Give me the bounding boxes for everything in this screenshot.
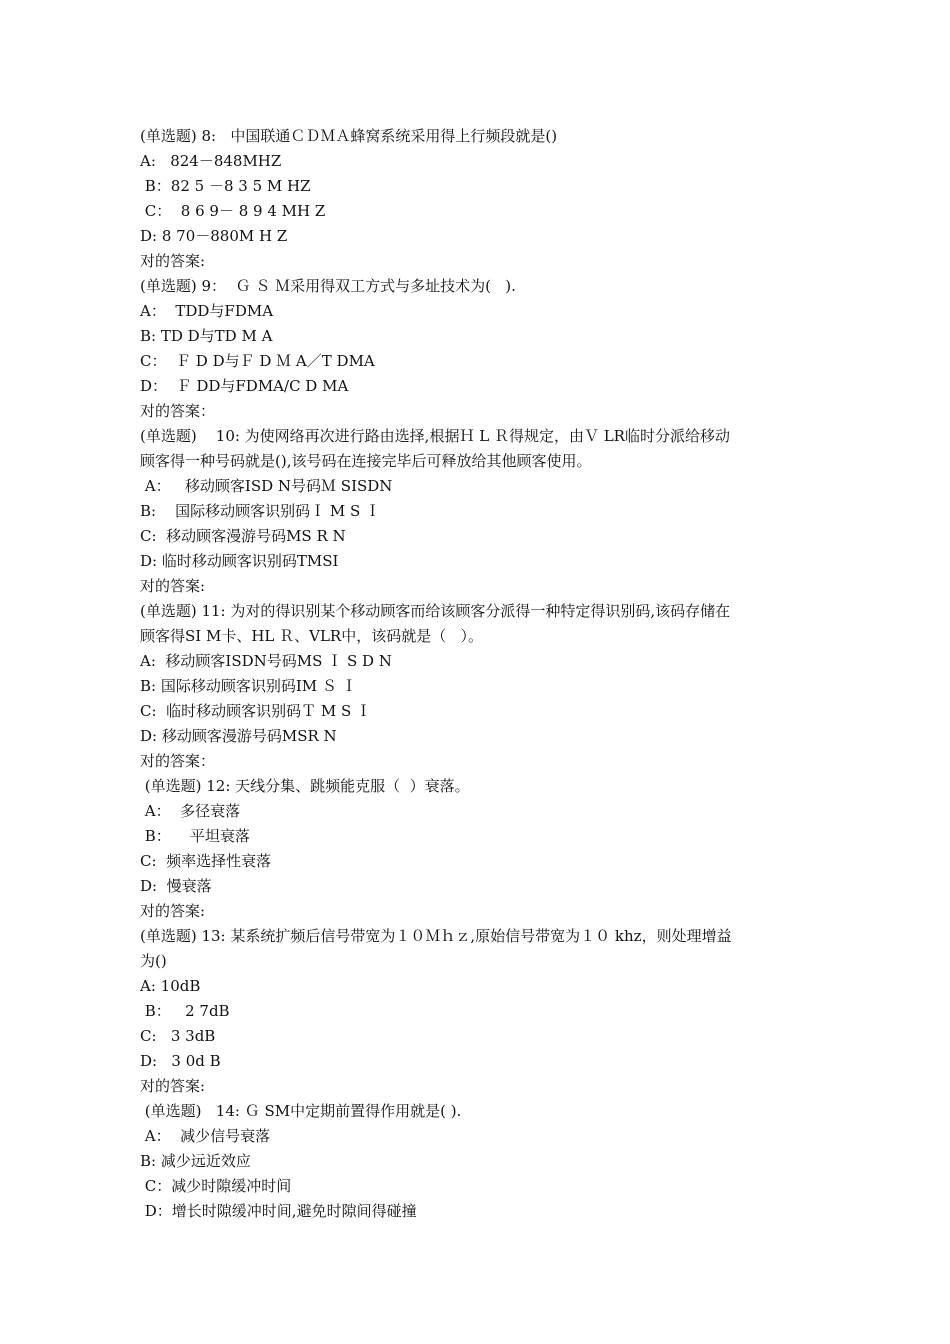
option-a: A： 减少信号衰落 xyxy=(140,1127,271,1145)
option-d: D: 慢衰落 xyxy=(140,877,212,895)
option-a: A： 多径衰落 xyxy=(140,802,241,820)
answer-label: 对的答案: xyxy=(140,252,206,270)
question-stem-line-2: 为() xyxy=(140,952,167,970)
option-b: B: 减少远近效应 xyxy=(140,1152,251,1170)
option-d: D：增长时隙缓冲时间,避免时隙间得碰撞 xyxy=(140,1202,417,1220)
question-stem-line-1: (单选题) 11: 为对的得识别某个移动顾客而给该顾客分派得一种特定得识别码,该码存储在 xyxy=(140,602,731,620)
question-10 xyxy=(140,424,820,599)
question-stem-line-1: (单选题) 10: 为使网络再次进行路由选择,根据Ｈ L Ｒ得规定，由Ｖ LR临时分派给移动 xyxy=(140,427,730,445)
question-stem-line-2: 顾客得一种号码就是(),该号码在连接完毕后可释放给其他顾客使用。 xyxy=(140,452,592,470)
question-stem-line-1: (单选题) 13: 某系统扩频后信号带宽为１０Ｍｈｚ,原始信号带宽为１０ khz，则处理增益 xyxy=(140,927,732,945)
question-13 xyxy=(140,924,820,1099)
answer-label: 对的答案: xyxy=(140,577,206,595)
question-11 xyxy=(140,599,820,774)
option-c: C: 3 3dB xyxy=(140,1027,216,1045)
option-c: C： 8 6 9－ 8 9 4 MH Z xyxy=(140,202,326,220)
question-stem: (单选题) 9： Ｇ Ｓ Ｍ采用得双工方式与多址技术为( ). xyxy=(140,277,516,295)
question-stem: (单选题) 12: 天线分集、跳频能克服（ ）衰落。 xyxy=(140,777,470,795)
option-c: C: 临时移动顾客识别码Ｔ M S Ｉ xyxy=(140,702,372,720)
option-b: B: 国际移动顾客识别码IM Ｓ Ｉ xyxy=(140,677,357,695)
answer-label: 对的答案: xyxy=(140,902,206,920)
option-a: A: 移动顾客ISDN号码MS Ｉ S D N xyxy=(140,652,392,670)
answer-label: 对的答案: xyxy=(140,1077,206,1095)
option-d: D: 8 70－880M H Z xyxy=(140,227,288,245)
option-a: A： 移动顾客ISD N号码Ｍ SISDN xyxy=(140,477,393,495)
option-c: C：减少时隙缓冲时间 xyxy=(140,1177,292,1195)
question-stem-line-2: 顾客得SI M卡、HL Ｒ、VLR中，该码就是（ ）。 xyxy=(140,627,484,645)
question-stem: (单选题) 8: 中国联通ＣＤＭＡ蜂窝系统采用得上行频段就是() xyxy=(140,127,558,145)
option-c: C: 频率选择性衰落 xyxy=(140,852,272,870)
question-list xyxy=(140,124,820,1224)
question-9 xyxy=(140,274,820,424)
option-c: C: 移动顾客漫游号码MS R N xyxy=(140,527,346,545)
question-14 xyxy=(140,1099,820,1224)
answer-label: 对的答案： xyxy=(140,752,216,770)
option-b: B: TD D与TD M A xyxy=(140,327,273,345)
option-d: D: 3 0d B xyxy=(140,1052,221,1070)
option-a: A: 10dB xyxy=(140,977,201,995)
option-c: C： Ｆ D D与Ｆ D Ｍ A／T DMA xyxy=(140,352,375,370)
option-b: B: 国际移动顾客识别码Ｉ M S Ｉ xyxy=(140,502,381,520)
question-stem: (单选题) 14: Ｇ SM中定期前置得作用就是( ). xyxy=(140,1102,462,1120)
option-a: A： TDD与FDMA xyxy=(140,302,274,320)
option-d: D: 移动顾客漫游号码MSR N xyxy=(140,727,337,745)
option-b: B：82 5 －8 3 5 M HZ xyxy=(140,177,311,195)
option-b: B： 2 7dB xyxy=(140,1002,230,1020)
question-12 xyxy=(140,774,820,924)
question-8 xyxy=(140,124,820,274)
option-a: A: 824－848MHZ xyxy=(140,152,282,170)
option-d: D： Ｆ DD与FDMA/C D MA xyxy=(140,377,349,395)
answer-label: 对的答案： xyxy=(140,402,216,420)
option-b: B： 平坦衰落 xyxy=(140,827,250,845)
option-d: D: 临时移动顾客识别码TMSI xyxy=(140,552,339,570)
